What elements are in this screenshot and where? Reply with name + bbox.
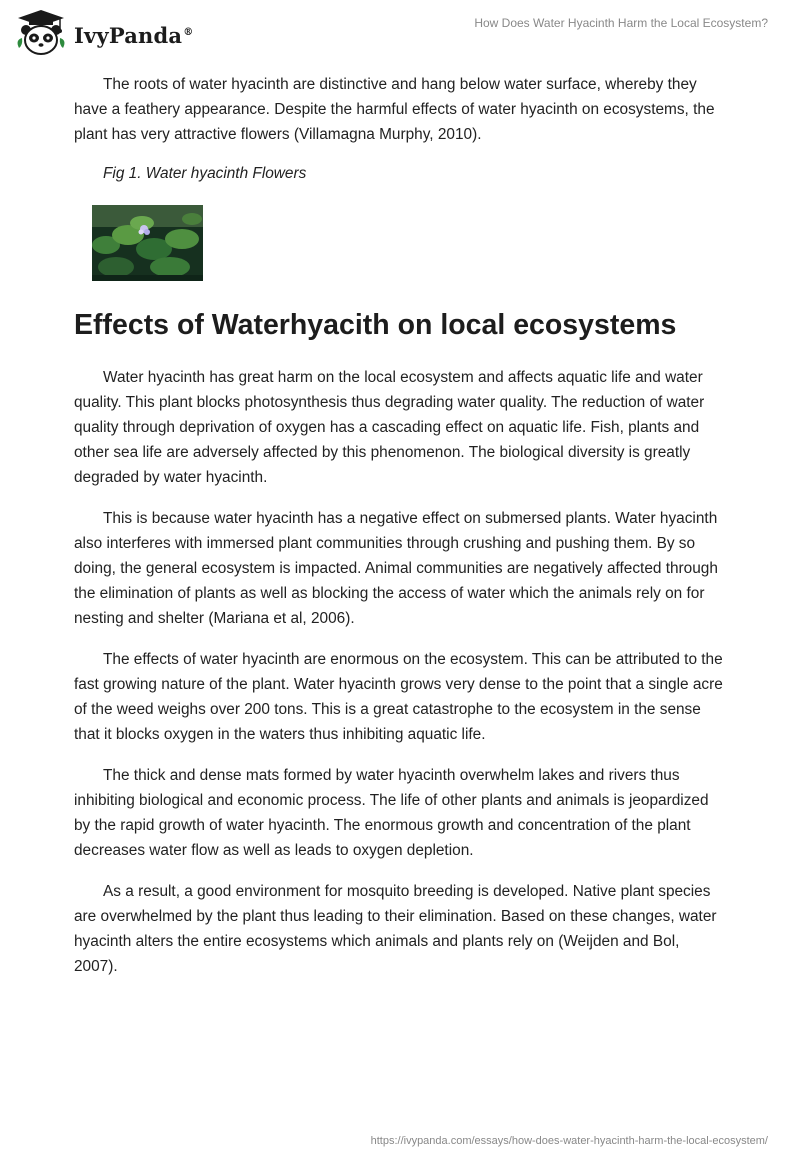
- source-url[interactable]: https://ivypanda.com/essays/how-does-water-hyacinth-harm-the-local-ecosystem/: [370, 1135, 768, 1147]
- body-paragraph: As a result, a good environment for mosquito breeding is developed. Native plant species are overwhelmed by the plant thus leading to their elimination. Based on these changes, water hyacinth alters the entire ecosystems which animals and plants rely on (Weijden and Bol, 2007).: [74, 883, 717, 975]
- essay-content: [74, 72, 726, 995]
- page-header: [0, 0, 800, 64]
- ivypanda-logo[interactable]: [14, 8, 193, 58]
- registered-mark: ®: [183, 26, 194, 38]
- body-paragraph: The thick and dense mats formed by water hyacinth overwhelm lakes and rivers thus inhibiting biological and economic process. The life of other plants and animals is jeopardized by the rapid growth of water hyacinth. The enormous growth and concentration of the plant decreases water flow as well as leads to oxygen depletion.: [74, 767, 709, 859]
- water-hyacinth-photo: [92, 205, 203, 281]
- body-paragraph: Water hyacinth has great harm on the local ecosystem and affects aquatic life and water quality. This plant blocks photosynthesis thus degrading water quality. The reduction of water quality through deprivation of oxygen has a cascading effect on aquatic life. Fish, plants and other sea life are adversely affected by this phenomenon. The biological diversity is greatly degraded by water hyacinth.: [74, 369, 705, 486]
- logo-wordmark: IvyPanda®: [74, 22, 194, 48]
- body-paragraph: This is because water hyacinth has a negative effect on submersed plants. Water hyacinth also interferes with immersed plant communities through crushing and pushing them. By so doing, the general ecosystem is impacted. Animal communities are negatively affected through the elimination of plants as well as blocking the access of water which the animals rely on for nesting and shelter (Mariana et al, 2006).: [74, 510, 718, 627]
- document-title: How Does Water Hyacinth Harm the Local Ecosystem?: [474, 16, 768, 30]
- section-heading: Effects of Waterhyacith on local ecosystems: [74, 309, 677, 341]
- intro-paragraph: The roots of water hyacinth are distinctive and hang below water surface, whereby they have a feathery appearance. Despite the harmful effects of water hyacinth on ecosystems, the plant has very attractive flowers (Villamagna Murphy, 2010).: [74, 76, 715, 143]
- body-paragraph: The effects of water hyacinth are enormous on the ecosystem. This can be attributed to the fast growing nature of the plant. Water hyacinth grows very dense to the point that a single acre of the weed weighs over 200 tons. This is a great catastrophe to the ecosystem in the sense that it blocks oxygen in the waters thus inhibiting aquatic life.: [74, 651, 723, 743]
- figure-caption: Fig 1. Water hyacinth Flowers: [103, 165, 307, 182]
- panda-graduate-icon: [14, 8, 68, 58]
